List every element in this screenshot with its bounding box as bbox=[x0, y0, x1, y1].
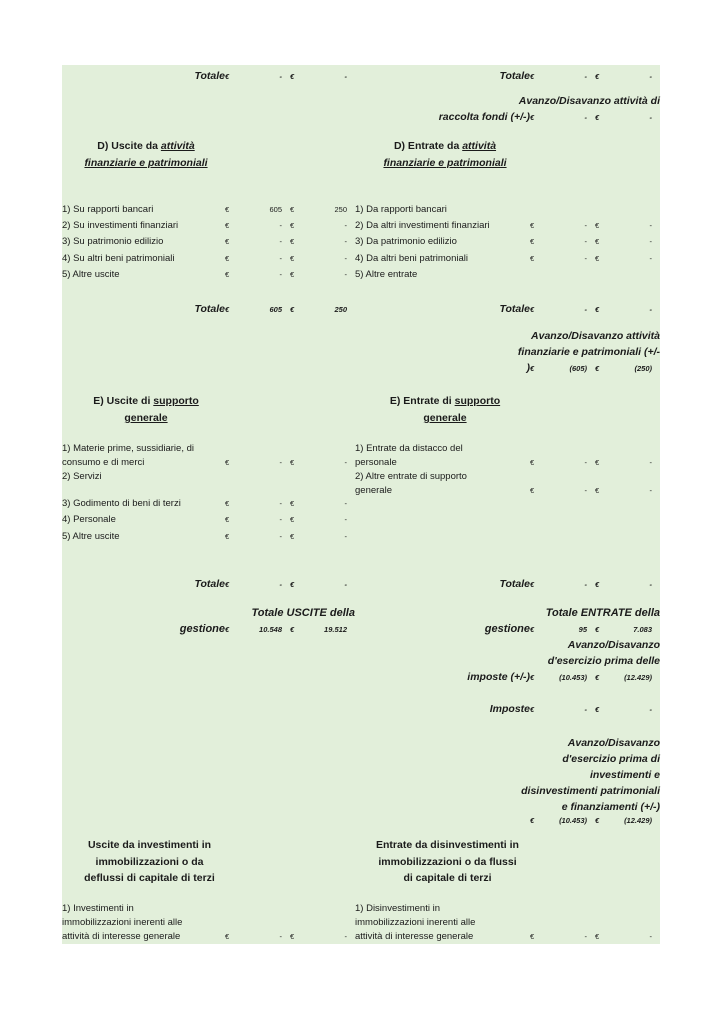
currency-symbol: € bbox=[225, 237, 230, 246]
totale-uscite-line2: gestione bbox=[179, 623, 225, 635]
amount-cell: (605) bbox=[569, 364, 587, 373]
currency-symbol: € bbox=[595, 705, 600, 714]
amount-cell: - bbox=[584, 305, 587, 314]
d-item-row-5 bbox=[62, 268, 660, 285]
currency-symbol: € bbox=[595, 485, 600, 495]
totale-entrate-values bbox=[355, 621, 660, 637]
amount-cell: - bbox=[584, 705, 587, 714]
amount-cell: (10.453) bbox=[559, 673, 587, 682]
financial-statement-sheet bbox=[62, 65, 660, 944]
item-label: 2) Su investimenti finanziari bbox=[62, 220, 179, 231]
currency-symbol: € bbox=[290, 237, 295, 246]
currency-symbol: € bbox=[530, 364, 535, 373]
currency-symbol: € bbox=[290, 498, 295, 508]
amount-cell: - bbox=[584, 457, 587, 467]
amount-cell: - bbox=[649, 485, 652, 495]
currency-symbol: € bbox=[530, 72, 535, 81]
item-label: 4) Personale bbox=[62, 514, 116, 525]
e-items-right bbox=[355, 442, 660, 498]
amount-cell: - bbox=[344, 457, 347, 467]
currency-symbol: € bbox=[530, 305, 535, 314]
ante-imposte-line1: Avanzo/Disavanzo bbox=[567, 639, 660, 651]
amount-cell: - bbox=[344, 221, 347, 230]
currency-symbol: € bbox=[290, 531, 295, 541]
currency-symbol: € bbox=[530, 705, 535, 714]
header-prefix: D) Entrate da bbox=[393, 140, 460, 152]
item-label: 2) Altre entrate di supporto bbox=[355, 470, 467, 482]
currency-symbol: € bbox=[530, 485, 535, 495]
amount-cell: 7.083 bbox=[633, 625, 652, 634]
investimenti-item-right-values bbox=[355, 930, 660, 944]
amount-cell: - bbox=[279, 580, 282, 589]
e-right-item2-values bbox=[355, 484, 660, 498]
item-label: 1) Materie prime, sussidiarie, di bbox=[62, 443, 194, 454]
item-label: 1) Su rapporti bancari bbox=[62, 204, 154, 215]
item-label: 5) Altre uscite bbox=[62, 530, 120, 542]
investimenti-header-uscite: Uscite da investimenti in immobilizzazioni o da deflussi di capitale di terzi bbox=[84, 839, 215, 884]
item-label: 1) Disinvestimenti in bbox=[355, 903, 440, 914]
header-underlined: supporto bbox=[153, 395, 199, 407]
item-label: 3) Su patrimonio edilizio bbox=[62, 236, 164, 247]
amount-cell: (12.429) bbox=[624, 673, 652, 682]
ante-investimenti-line3: investimenti e bbox=[589, 769, 660, 781]
amount-cell: - bbox=[344, 531, 347, 541]
item-label: attività di interesse generale bbox=[355, 931, 474, 942]
item-label: 1) Investimenti in bbox=[62, 903, 134, 914]
totale-row-e bbox=[62, 577, 660, 591]
amount-cell: - bbox=[279, 515, 282, 524]
item-label: personale bbox=[355, 456, 397, 468]
e-left-item3 bbox=[62, 497, 355, 514]
amount-cell: - bbox=[584, 254, 587, 263]
currency-symbol: € bbox=[595, 580, 600, 589]
totale-entrate-block bbox=[355, 605, 660, 685]
amount-cell: 250 bbox=[334, 305, 347, 314]
section-d-header-entrate bbox=[355, 138, 535, 172]
amount-cell: (10.453) bbox=[559, 816, 587, 825]
d-item-row-4 bbox=[62, 252, 660, 269]
currency-symbol: € bbox=[530, 254, 535, 263]
currency-symbol: € bbox=[595, 625, 600, 634]
currency-symbol: € bbox=[290, 515, 295, 524]
d-item-row-1 bbox=[62, 203, 660, 220]
amount-cell: 19.512 bbox=[324, 625, 347, 634]
amount-cell: - bbox=[649, 305, 652, 314]
currency-symbol: € bbox=[225, 72, 230, 81]
amount-cell: - bbox=[649, 254, 652, 263]
amount-cell: - bbox=[279, 531, 282, 541]
investimenti-item-right bbox=[355, 902, 660, 944]
item-label: generale bbox=[355, 484, 392, 496]
avanzo-d-line1: Avanzo/Disavanzo attività bbox=[531, 330, 660, 342]
item-label: 2) Servizi bbox=[62, 470, 102, 482]
imposte-label: Imposte bbox=[489, 703, 530, 715]
amount-cell: - bbox=[649, 72, 652, 81]
ante-imposte-values bbox=[355, 669, 660, 685]
currency-symbol: € bbox=[530, 221, 535, 230]
d-item-row-2 bbox=[62, 219, 660, 236]
totale-top-left bbox=[62, 69, 355, 83]
currency-symbol: € bbox=[225, 932, 230, 941]
amount-cell: - bbox=[649, 705, 652, 714]
currency-symbol: € bbox=[530, 816, 535, 825]
e-right-item1-values bbox=[355, 456, 660, 470]
amount-cell: - bbox=[279, 932, 282, 941]
amount-cell: 250 bbox=[334, 205, 347, 214]
currency-symbol: € bbox=[595, 221, 600, 230]
currency-symbol: € bbox=[290, 457, 295, 467]
amount-cell: - bbox=[344, 237, 347, 246]
currency-symbol: € bbox=[225, 498, 230, 508]
amount-cell: 605 bbox=[269, 305, 282, 314]
amount-cell: - bbox=[279, 498, 282, 508]
currency-symbol: € bbox=[595, 457, 600, 467]
item-label: 3) Da patrimonio edilizio bbox=[355, 236, 457, 247]
raccolta-fondi-line2 bbox=[355, 109, 660, 125]
currency-symbol: € bbox=[595, 816, 600, 825]
amount-cell: - bbox=[649, 457, 652, 467]
imposte-row bbox=[355, 701, 660, 717]
item-label: 4) Da altri beni patrimoniali bbox=[355, 253, 468, 264]
section-d-header-uscite bbox=[62, 138, 230, 172]
amount-cell: (12.429) bbox=[624, 816, 652, 825]
currency-symbol: € bbox=[595, 932, 600, 941]
item-label: 1) Entrate da distacco del bbox=[355, 443, 463, 454]
currency-symbol: € bbox=[290, 625, 295, 634]
amount-cell: - bbox=[344, 72, 347, 81]
ante-investimenti-line5: e finanziamenti (+/-) bbox=[561, 801, 660, 813]
totale-label: Totale bbox=[499, 578, 530, 590]
totale-label: Totale bbox=[194, 303, 225, 315]
item-label: attività di interesse generale bbox=[62, 931, 181, 942]
amount-cell: 10.548 bbox=[259, 625, 282, 634]
amount-cell: - bbox=[649, 932, 652, 941]
amount-cell: - bbox=[649, 221, 652, 230]
totale-entrate-line1: Totale ENTRATE della bbox=[545, 607, 660, 619]
currency-symbol: € bbox=[290, 205, 295, 214]
header-underlined: generale bbox=[423, 412, 467, 424]
e-left-item5 bbox=[62, 530, 355, 547]
section-e-header-entrate bbox=[355, 393, 535, 427]
totale-top-right bbox=[355, 69, 660, 83]
currency-symbol: € bbox=[290, 270, 295, 279]
amount-cell: - bbox=[279, 270, 282, 279]
header-underlined: supporto bbox=[454, 395, 501, 407]
amount-cell: - bbox=[584, 221, 587, 230]
currency-symbol: € bbox=[290, 580, 295, 589]
totale-uscite-values bbox=[62, 621, 355, 637]
header-underlined: attività bbox=[462, 140, 497, 152]
amount-cell: 95 bbox=[578, 625, 587, 634]
e-items-left bbox=[62, 442, 355, 546]
item-label: 5) Altre entrate bbox=[355, 269, 418, 280]
totale-uscite-block bbox=[62, 605, 355, 637]
currency-symbol: € bbox=[225, 580, 230, 589]
investimenti-header-entrate: Entrate da disinvestimenti in immobilizzazioni o da flussi di capitale di terzi bbox=[376, 839, 519, 884]
amount-cell: - bbox=[344, 498, 347, 508]
currency-symbol: € bbox=[225, 205, 230, 214]
raccolta-fondi-line1: Avanzo/Disavanzo attività di bbox=[518, 95, 660, 107]
currency-symbol: € bbox=[225, 270, 230, 279]
amount-cell: - bbox=[344, 254, 347, 263]
currency-symbol: € bbox=[595, 673, 600, 682]
currency-symbol: € bbox=[225, 457, 230, 467]
avanzo-d-line3: ) bbox=[526, 362, 530, 374]
header-underlined: finanziarie e patrimoniali bbox=[383, 157, 507, 169]
currency-symbol: € bbox=[595, 305, 600, 314]
amount-cell: - bbox=[584, 580, 587, 589]
currency-symbol: € bbox=[290, 254, 295, 263]
e-left-item4 bbox=[62, 513, 355, 530]
amount-cell: - bbox=[279, 457, 282, 467]
header-underlined: finanziarie e patrimoniali bbox=[84, 157, 208, 169]
avanzo-d-block bbox=[355, 328, 660, 376]
currency-symbol: € bbox=[225, 254, 230, 263]
totale-label: Totale bbox=[499, 70, 530, 82]
ante-investimenti-values bbox=[355, 815, 660, 827]
raccolta-fondi-label: raccolta fondi (+/-) bbox=[438, 111, 530, 123]
amount-cell: - bbox=[279, 237, 282, 246]
currency-symbol: € bbox=[530, 237, 535, 246]
totale-uscite-line1: Totale USCITE della bbox=[251, 607, 355, 619]
totale-label: Totale bbox=[194, 70, 225, 82]
amount-cell: - bbox=[344, 270, 347, 279]
currency-symbol: € bbox=[290, 932, 295, 941]
currency-symbol: € bbox=[530, 457, 535, 467]
amount-cell: - bbox=[279, 72, 282, 81]
header-prefix: E) Uscite di bbox=[93, 395, 151, 407]
currency-symbol: € bbox=[595, 237, 600, 246]
currency-symbol: € bbox=[225, 305, 230, 314]
item-label: immobilizzazioni inerenti alle bbox=[62, 917, 183, 928]
amount-cell: - bbox=[649, 580, 652, 589]
currency-symbol: € bbox=[530, 580, 535, 589]
item-label: 4) Su altri beni patrimoniali bbox=[62, 253, 175, 264]
currency-symbol: € bbox=[530, 625, 535, 634]
currency-symbol: € bbox=[530, 932, 535, 941]
amount-cell: - bbox=[584, 113, 587, 122]
amount-cell: - bbox=[649, 113, 652, 122]
currency-symbol: € bbox=[225, 625, 230, 634]
ante-investimenti-block bbox=[355, 735, 660, 827]
item-label: 1) Da rapporti bancari bbox=[355, 204, 447, 215]
currency-symbol: € bbox=[290, 72, 295, 81]
amount-cell: 605 bbox=[269, 205, 282, 214]
totale-entrate-line2: gestione bbox=[484, 623, 530, 635]
amount-cell: - bbox=[279, 254, 282, 263]
currency-symbol: € bbox=[595, 364, 600, 373]
item-label: 5) Altre uscite bbox=[62, 269, 120, 280]
amount-cell: - bbox=[584, 237, 587, 246]
raccolta-fondi-block bbox=[355, 93, 660, 125]
currency-symbol: € bbox=[595, 254, 600, 263]
section-e-header-uscite bbox=[62, 393, 230, 427]
totale-row-top bbox=[62, 69, 660, 83]
header-prefix: E) Entrate di bbox=[389, 395, 452, 407]
amount-cell: - bbox=[584, 932, 587, 941]
amount-cell: - bbox=[584, 485, 587, 495]
ante-imposte-line3: imposte (+/-) bbox=[467, 671, 530, 683]
investimenti-item-left bbox=[62, 902, 355, 944]
currency-symbol: € bbox=[225, 515, 230, 524]
item-label: immobilizzazioni inerenti alle bbox=[355, 917, 476, 928]
avanzo-d-line2: finanziarie e patrimoniali (+/- bbox=[517, 346, 660, 358]
currency-symbol: € bbox=[290, 221, 295, 230]
amount-cell: - bbox=[649, 237, 652, 246]
ante-investimenti-line4: disinvestimenti patrimoniali bbox=[521, 785, 660, 797]
avanzo-d-values-row bbox=[355, 360, 660, 376]
item-label: 2) Da altri investimenti finanziari bbox=[355, 220, 490, 231]
currency-symbol: € bbox=[225, 531, 230, 541]
amount-cell: - bbox=[344, 932, 347, 941]
currency-symbol: € bbox=[225, 221, 230, 230]
header-underlined: generale bbox=[124, 412, 168, 424]
totale-label: Totale bbox=[194, 578, 225, 590]
ante-imposte-line2: d'esercizio prima delle bbox=[547, 655, 660, 667]
d-item-row-3 bbox=[62, 235, 660, 252]
item-label: 3) Godimento di beni di terzi bbox=[62, 497, 181, 509]
totale-label: Totale bbox=[499, 303, 530, 315]
header-prefix: D) Uscite da bbox=[97, 140, 158, 152]
totale-row-d bbox=[62, 302, 660, 316]
ante-investimenti-line2: d'esercizio prima di bbox=[562, 753, 660, 765]
e-left-item1-values bbox=[62, 456, 355, 470]
ante-investimenti-line1: Avanzo/Disavanzo bbox=[567, 737, 660, 749]
investimenti-item-left-values bbox=[62, 930, 355, 944]
currency-symbol: € bbox=[595, 113, 600, 122]
currency-symbol: € bbox=[530, 673, 535, 682]
item-label: consumo e di merci bbox=[62, 456, 145, 468]
amount-cell: - bbox=[344, 580, 347, 589]
amount-cell: - bbox=[344, 515, 347, 524]
currency-symbol: € bbox=[595, 72, 600, 81]
header-underlined: attività bbox=[160, 140, 195, 152]
amount-cell: (250) bbox=[634, 364, 652, 373]
amount-cell: - bbox=[279, 221, 282, 230]
currency-symbol: € bbox=[290, 305, 295, 314]
amount-cell: - bbox=[584, 72, 587, 81]
currency-symbol: € bbox=[530, 113, 535, 122]
